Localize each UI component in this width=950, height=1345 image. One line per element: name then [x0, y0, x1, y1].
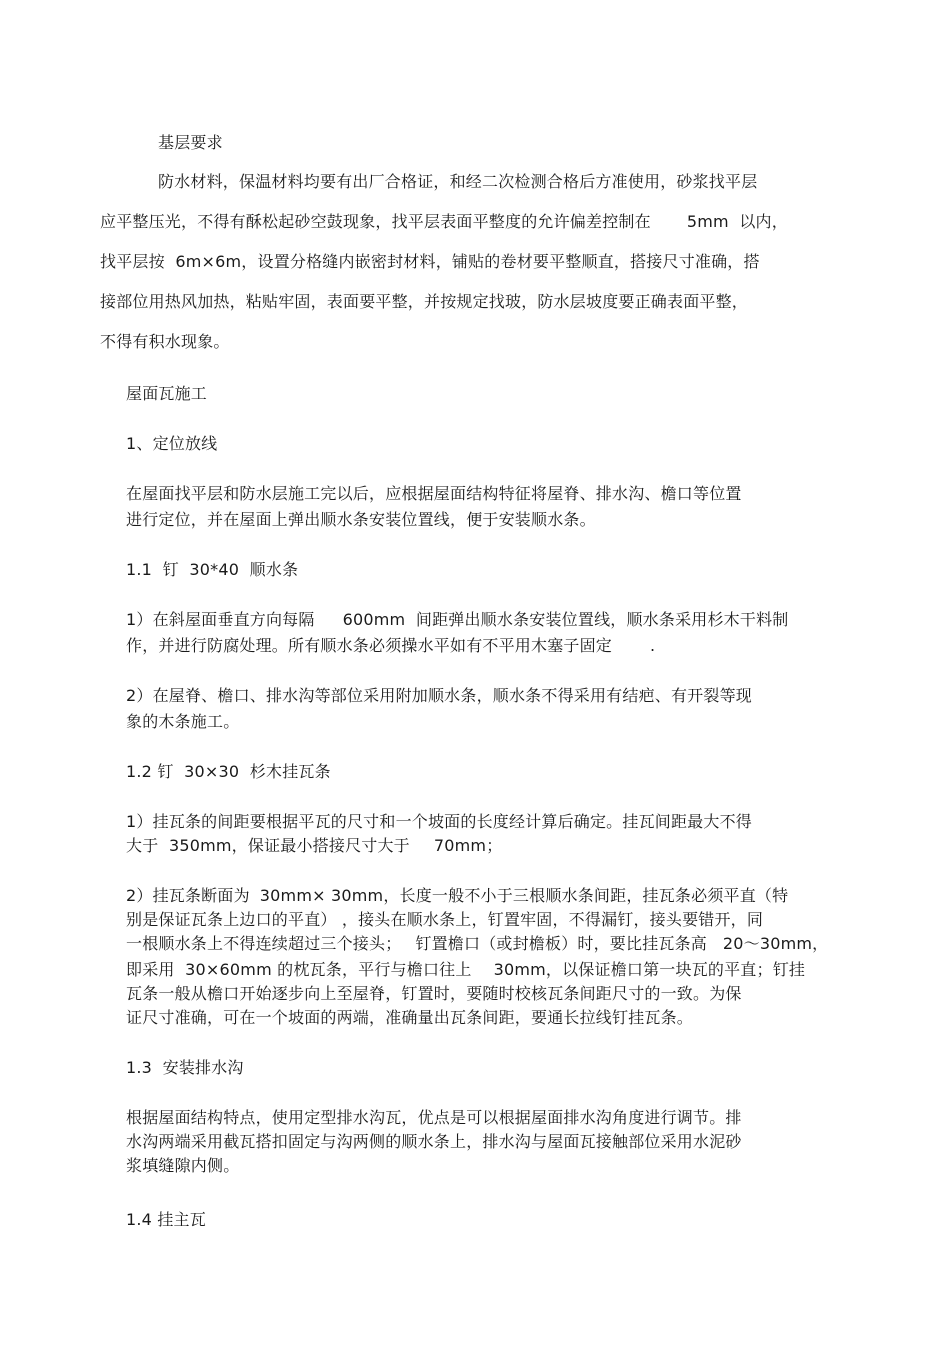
paragraph-line: 接部位用热风加热，粘贴牢固，表面要平整，并按规定找玻，防水层坡度要正确表面平整，	[100, 292, 749, 311]
text-run: 作，并进行防腐处理。所有顺水条必须操水平如有不平用木塞子固定	[126, 636, 613, 655]
text-run: 5mm 以内，	[686, 212, 788, 231]
text-run: 30mm× 30mm，长度一般不小于三根顺水条间距，挂瓦条必须平直（特	[259, 886, 789, 905]
paragraph-line: 找平层按 6m×6m，设置分格缝内嵌密封材料，铺贴的卷材要平整顺直，搭接尺寸准确，搭	[100, 252, 760, 271]
section-heading-roof-tile: 屋面瓦施工	[126, 384, 208, 403]
text-run: 70mm；	[433, 836, 503, 855]
text-run: 2）挂瓦条断面为	[126, 886, 250, 905]
subsection-heading: 1、定位放线	[126, 434, 218, 453]
text-run: .	[650, 636, 656, 655]
list-item-line: 证尺寸准确，可在一个坡面的两端，准确量出瓦条间距，要通长拉线钉挂瓦条。	[126, 1008, 694, 1027]
text-run: 大于 350mm，保证最小搭接尺寸大于	[126, 836, 410, 855]
list-item-line	[126, 886, 788, 906]
paragraph-line: 防水材料，保温材料均要有出厂合格证，和经二次检测合格后方准使用，砂浆找平层	[158, 172, 758, 191]
paragraph-line	[100, 212, 788, 232]
text-run: 即采用 30×60mm 的枕瓦条，平行与檐口往上	[126, 960, 472, 979]
list-item-line	[126, 636, 655, 656]
paragraph-line: 根据屋面结构特点，使用定型排水沟瓦，优点是可以根据屋面排水沟角度进行调节。排	[126, 1108, 742, 1127]
list-item-line	[126, 934, 828, 954]
list-item-line: 瓦条一般从檐口开始逐步向上至屋脊，钉置时，要随时校核瓦条间距尺寸的一致。为保	[126, 984, 742, 1003]
paragraph-line: 进行定位，并在屋面上弹出顺水条安装位置线，便于安装顺水条。	[126, 510, 596, 529]
text-run: 钉置檐口（或封檐板）时，要比挂瓦条高 20～30mm，	[415, 934, 829, 953]
text-run: 应平整压光，不得有酥松起砂空鼓现象，找平层表面平整度的允许偏差控制在	[100, 212, 651, 231]
paragraph-line: 浆填缝隙内侧。	[126, 1156, 240, 1175]
paragraph-line: 不得有积水现象。	[100, 332, 230, 351]
text-run: 一根顺水条上不得连续超过三个接头；	[126, 934, 402, 953]
list-item-line: 2）在屋脊、檐口、排水沟等部位采用附加顺水条，顺水条不得采用有结疤、有开裂等现	[126, 686, 752, 705]
text-run: 30mm，以保证檐口第一块瓦的平直；钉挂	[493, 960, 806, 979]
subsection-heading: 1.2 钉 30×30 杉木挂瓦条	[126, 762, 331, 781]
text-run: 600mm 间距弹出顺水条安装位置线，顺水条采用杉木干料制	[342, 610, 789, 629]
text-run: 1）在斜屋面垂直方向每隔	[126, 610, 315, 629]
subsection-heading: 1.1 钉 30*40 顺水条	[126, 560, 299, 579]
list-item-line: 别是保证瓦条上边口的平直） ，接头在顺水条上，钉置牢固，不得漏钉，接头要错开，同	[126, 910, 764, 929]
list-item-line	[126, 960, 805, 980]
subsection-heading: 1.4 挂主瓦	[126, 1210, 206, 1229]
list-item-line: 象的木条施工。	[126, 712, 240, 731]
paragraph-line: 在屋面找平层和防水层施工完以后，应根据屋面结构特征将屋脊、排水沟、檐口等位置	[126, 484, 742, 503]
paragraph-line: 水沟两端采用截瓦搭扣固定与沟两侧的顺水条上，排水沟与屋面瓦接触部位采用水泥砂	[126, 1132, 742, 1151]
subsection-heading: 1.3 安装排水沟	[126, 1058, 244, 1077]
list-item-line	[126, 836, 502, 856]
list-item-line: 1）挂瓦条的间距要根据平瓦的尺寸和一个坡面的长度经计算后确定。挂瓦间距最大不得	[126, 812, 752, 831]
section-heading-base-requirements: 基层要求	[158, 133, 223, 152]
list-item-line	[126, 610, 788, 630]
